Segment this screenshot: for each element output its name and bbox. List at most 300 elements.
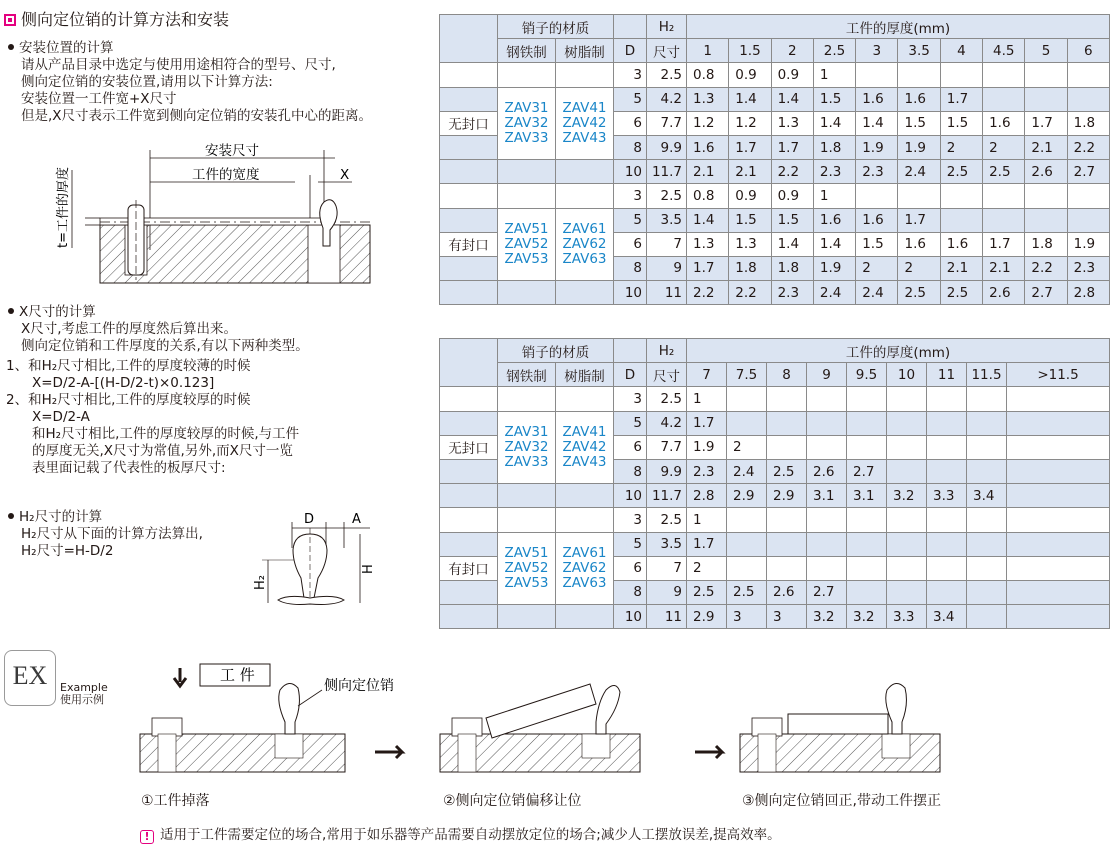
header-material: 销子的材质 bbox=[498, 339, 614, 363]
group-label-cell bbox=[440, 135, 498, 159]
table-row bbox=[440, 411, 1110, 435]
x-dimension-table-2 bbox=[439, 338, 1110, 629]
text-line: H₂尺寸=H-D/2 bbox=[21, 543, 114, 559]
thickness-col: >11.5 bbox=[1007, 363, 1110, 387]
table-row bbox=[440, 605, 1110, 629]
exclamation-icon: ! bbox=[140, 830, 154, 844]
thickness-col: 2 bbox=[771, 39, 813, 63]
resin-cell bbox=[556, 184, 614, 208]
x-value-cell bbox=[767, 556, 807, 580]
d-cell: 8 bbox=[614, 256, 647, 280]
resin-cell bbox=[556, 63, 614, 87]
text-line: 的厚度无关,X尺寸为常值,另外,而X尺寸一览 bbox=[32, 443, 293, 459]
x-value-cell bbox=[887, 508, 927, 532]
x-value-cell bbox=[1007, 605, 1110, 629]
d-cell: 5 bbox=[614, 411, 647, 435]
x-value-cell: 1.6 bbox=[898, 87, 940, 111]
d-cell: 6 bbox=[614, 232, 647, 256]
x-value-cell: 2.4 bbox=[856, 281, 898, 305]
x-value-cell: 1.8 bbox=[1067, 111, 1109, 135]
x-value-cell bbox=[847, 580, 887, 604]
x-value-cell: 2.5 bbox=[767, 459, 807, 483]
d-cell: 5 bbox=[614, 532, 647, 556]
header-steel: 钢铁制 bbox=[498, 39, 556, 63]
bullet-icon bbox=[8, 513, 14, 519]
table-row bbox=[440, 184, 1110, 208]
x-value-cell bbox=[898, 184, 940, 208]
x-value-cell bbox=[927, 411, 967, 435]
x-value-cell bbox=[727, 556, 767, 580]
usage-note: ! 适用于工件需要定位的场合,常用于如乐器等产品需要自动摆放定位的场合;减少人工摆放误差,提高效率。 bbox=[140, 823, 781, 844]
group-label-cell bbox=[440, 63, 498, 87]
x-value-cell: 1.4 bbox=[771, 232, 813, 256]
x-value-cell: 1.6 bbox=[983, 111, 1025, 135]
x-value-cell: 1.7 bbox=[771, 135, 813, 159]
x-value-cell bbox=[807, 435, 847, 459]
x-value-cell bbox=[927, 459, 967, 483]
group-label-cell bbox=[440, 411, 498, 435]
group-label-cell bbox=[440, 256, 498, 280]
steel-cell bbox=[498, 605, 556, 629]
model-code: ZAV51 bbox=[504, 544, 549, 561]
x-value-cell bbox=[927, 387, 967, 411]
step-3-caption: ③侧向定位销回正,带动工件摆正 bbox=[742, 793, 942, 809]
x-value-cell: 2 bbox=[856, 256, 898, 280]
x-value-cell: 3.4 bbox=[967, 484, 1007, 508]
d-cell: 6 bbox=[614, 111, 647, 135]
h2-cell: 7.7 bbox=[647, 435, 687, 459]
x-value-cell: 0.9 bbox=[771, 63, 813, 87]
model-code: ZAV31 bbox=[504, 99, 549, 116]
d-cell: 3 bbox=[614, 508, 647, 532]
x-value-cell: 3.2 bbox=[807, 605, 847, 629]
x-value-cell: 1 bbox=[813, 184, 855, 208]
model-code: ZAV32 bbox=[504, 114, 549, 131]
x-value-cell bbox=[767, 532, 807, 556]
x-value-cell bbox=[807, 411, 847, 435]
x-value-cell: 1.9 bbox=[856, 135, 898, 159]
resin-cell bbox=[556, 484, 614, 508]
d-cell: 3 bbox=[614, 387, 647, 411]
x-value-cell bbox=[847, 387, 887, 411]
x-value-cell bbox=[847, 411, 887, 435]
model-code: ZAV32 bbox=[504, 438, 549, 455]
section-heading: 安装位置的计算 bbox=[19, 40, 114, 56]
x-value-cell bbox=[967, 435, 1007, 459]
x-value-cell: 2.5 bbox=[940, 281, 982, 305]
x-value-cell bbox=[856, 184, 898, 208]
x-value-cell bbox=[1067, 184, 1109, 208]
group-label-cell bbox=[440, 87, 498, 111]
x-value-cell bbox=[727, 508, 767, 532]
h2-cell: 7.7 bbox=[647, 111, 687, 135]
header-resin: 树脂制 bbox=[556, 39, 614, 63]
section-h2-calc bbox=[6, 509, 203, 560]
x-value-cell: 2.8 bbox=[1067, 281, 1109, 305]
x-value-cell: 2.5 bbox=[983, 160, 1025, 184]
x-value-cell bbox=[1007, 435, 1110, 459]
x-value-cell bbox=[1007, 508, 1110, 532]
header-material: 销子的材质 bbox=[498, 15, 614, 39]
model-code: ZAV62 bbox=[562, 559, 607, 576]
text-line: X尺寸,考虑工件的厚度然后算出来。 bbox=[21, 321, 238, 337]
x-value-cell: 3.1 bbox=[807, 484, 847, 508]
x-value-cell bbox=[887, 387, 927, 411]
x-value-cell: 2.3 bbox=[813, 160, 855, 184]
x-value-cell: 1.9 bbox=[813, 256, 855, 280]
x-value-cell bbox=[767, 387, 807, 411]
group-label-cell: 无封口 bbox=[440, 435, 498, 459]
header-h2: H₂ bbox=[647, 15, 687, 39]
install-position-diagram bbox=[40, 130, 385, 290]
title-marker-icon bbox=[4, 14, 16, 26]
x-value-cell: 2.6 bbox=[767, 580, 807, 604]
x-value-cell: 1.3 bbox=[687, 232, 729, 256]
step-1-illustration bbox=[140, 664, 394, 772]
x-value-cell bbox=[927, 532, 967, 556]
model-code: ZAV31 bbox=[504, 423, 549, 440]
x-value-cell bbox=[1067, 63, 1109, 87]
x-value-cell: 3.3 bbox=[887, 605, 927, 629]
x-value-cell: 1.5 bbox=[771, 208, 813, 232]
model-code: ZAV42 bbox=[562, 114, 607, 131]
h2-cell: 7 bbox=[647, 232, 687, 256]
x-value-cell bbox=[967, 580, 1007, 604]
x-value-cell: 1.5 bbox=[898, 111, 940, 135]
x-value-cell: 2.7 bbox=[1067, 160, 1109, 184]
model-code: ZAV41 bbox=[562, 423, 607, 440]
group-label-cell bbox=[440, 605, 498, 629]
model-code: ZAV43 bbox=[562, 453, 607, 470]
h2-cell: 9.9 bbox=[647, 459, 687, 483]
steel-cell bbox=[498, 160, 556, 184]
case-1-heading: 1、和H₂尺寸相比,工件的厚度较薄的时候 bbox=[6, 358, 251, 374]
x-value-cell: 1.2 bbox=[729, 111, 771, 135]
thickness-col: 4.5 bbox=[983, 39, 1025, 63]
model-code: ZAV52 bbox=[504, 235, 549, 252]
group-label-cell bbox=[440, 281, 498, 305]
resin-models-cell bbox=[556, 411, 614, 484]
text-line: 侧向定位销的安装位置,请用以下计算方法: bbox=[21, 74, 273, 90]
step-3-illustration bbox=[740, 683, 940, 772]
table-row bbox=[440, 160, 1110, 184]
thickness-col: 6 bbox=[1067, 39, 1109, 63]
thickness-col: 7.5 bbox=[727, 363, 767, 387]
d-cell: 5 bbox=[614, 208, 647, 232]
x-value-cell bbox=[727, 532, 767, 556]
x-value-cell: 2.1 bbox=[940, 256, 982, 280]
d-cell: 6 bbox=[614, 556, 647, 580]
x-value-cell: 2.7 bbox=[807, 580, 847, 604]
x-value-cell bbox=[1007, 556, 1110, 580]
x-value-cell: 0.9 bbox=[729, 63, 771, 87]
steel-cell bbox=[498, 508, 556, 532]
group-label-cell bbox=[440, 387, 498, 411]
steel-cell bbox=[498, 281, 556, 305]
x-value-cell: 2 bbox=[687, 556, 727, 580]
x-value-cell: 2 bbox=[727, 435, 767, 459]
model-code: ZAV53 bbox=[504, 574, 549, 591]
text-line: 但是,X尺寸表示工件宽到侧向定位销的安装孔中心的距离。 bbox=[21, 108, 373, 124]
x-value-cell: 2.2 bbox=[729, 281, 771, 305]
d-cell: 8 bbox=[614, 135, 647, 159]
x-value-cell bbox=[967, 605, 1007, 629]
model-code: ZAV33 bbox=[504, 453, 549, 470]
d-cell: 3 bbox=[614, 184, 647, 208]
x-value-cell bbox=[1025, 208, 1067, 232]
x-value-cell: 1.7 bbox=[687, 256, 729, 280]
x-value-cell: 2.7 bbox=[847, 459, 887, 483]
model-code: ZAV63 bbox=[562, 574, 607, 591]
group-label-cell bbox=[440, 459, 498, 483]
x-value-cell bbox=[983, 87, 1025, 111]
x-value-cell: 1.2 bbox=[687, 111, 729, 135]
thickness-col: 3.5 bbox=[898, 39, 940, 63]
x-value-cell: 1.9 bbox=[687, 435, 727, 459]
section-install bbox=[6, 40, 372, 125]
x-value-cell bbox=[967, 459, 1007, 483]
x-value-cell: 1.3 bbox=[771, 111, 813, 135]
section-x-calc bbox=[6, 304, 309, 477]
group-label-cell bbox=[440, 580, 498, 604]
page-title: 侧向定位销的计算方法和安装 bbox=[4, 10, 229, 30]
d-label: D bbox=[304, 512, 315, 527]
x-value-cell bbox=[847, 556, 887, 580]
model-code: ZAV41 bbox=[562, 99, 607, 116]
x-value-cell: 1 bbox=[687, 387, 727, 411]
x-value-cell: 2.3 bbox=[856, 160, 898, 184]
h2-cell: 2.5 bbox=[647, 63, 687, 87]
x-value-cell: 1.6 bbox=[687, 135, 729, 159]
bullet-icon bbox=[8, 44, 14, 50]
x-value-cell: 2.3 bbox=[1067, 256, 1109, 280]
h2-cell: 3.5 bbox=[647, 532, 687, 556]
h2-cell: 7 bbox=[647, 556, 687, 580]
x-value-cell bbox=[1067, 208, 1109, 232]
x-value-cell: 1.5 bbox=[940, 111, 982, 135]
group-label-cell bbox=[440, 184, 498, 208]
x-value-cell: 2.2 bbox=[1025, 256, 1067, 280]
steel-models-cell bbox=[498, 87, 556, 160]
model-code: ZAV42 bbox=[562, 438, 607, 455]
x-value-cell bbox=[887, 459, 927, 483]
section-heading: H₂尺寸的计算 bbox=[19, 509, 103, 525]
x-value-cell: 1.7 bbox=[940, 87, 982, 111]
d-cell: 10 bbox=[614, 484, 647, 508]
x-value-cell: 2.4 bbox=[898, 160, 940, 184]
d-cell: 10 bbox=[614, 605, 647, 629]
thickness-col: 11.5 bbox=[967, 363, 1007, 387]
header-h2: H₂ bbox=[647, 339, 687, 363]
resin-cell bbox=[556, 508, 614, 532]
example-sequence-diagram bbox=[130, 660, 980, 780]
table-row bbox=[440, 63, 1110, 87]
thickness-col: 5 bbox=[1025, 39, 1067, 63]
d-cell: 10 bbox=[614, 160, 647, 184]
x-value-cell bbox=[1025, 184, 1067, 208]
thickness-col: 9 bbox=[807, 363, 847, 387]
pin-callout-label: 侧向定位销 bbox=[324, 678, 394, 694]
resin-cell bbox=[556, 605, 614, 629]
h2-cell: 11 bbox=[647, 605, 687, 629]
x-value-cell bbox=[1007, 411, 1110, 435]
x-value-cell: 1.7 bbox=[687, 532, 727, 556]
x-value-cell bbox=[927, 435, 967, 459]
x-value-cell: 1.4 bbox=[813, 232, 855, 256]
x-value-cell: 0.8 bbox=[687, 184, 729, 208]
thickness-col: 9.5 bbox=[847, 363, 887, 387]
x-value-cell: 2.6 bbox=[1025, 160, 1067, 184]
x-value-cell: 1.9 bbox=[898, 135, 940, 159]
x-value-cell bbox=[1025, 87, 1067, 111]
x-value-cell: 2.3 bbox=[687, 459, 727, 483]
d-cell: 8 bbox=[614, 580, 647, 604]
table-row bbox=[440, 87, 1110, 111]
h-label: H bbox=[361, 564, 376, 574]
x-value-cell bbox=[983, 184, 1025, 208]
x-value-cell: 1 bbox=[687, 508, 727, 532]
x-value-cell: 2.2 bbox=[687, 281, 729, 305]
x-value-cell: 1.8 bbox=[813, 135, 855, 159]
text-line: 和H₂尺寸相比,工件的厚度较厚的时候,与工件 bbox=[32, 426, 300, 442]
resin-models-cell bbox=[556, 532, 614, 605]
x-value-cell: 3.3 bbox=[927, 484, 967, 508]
table-row bbox=[440, 532, 1110, 556]
x-value-cell bbox=[807, 532, 847, 556]
x-value-cell bbox=[1007, 484, 1110, 508]
resin-models-cell bbox=[556, 87, 614, 160]
x-value-cell: 2.6 bbox=[983, 281, 1025, 305]
x-value-cell: 1.6 bbox=[856, 87, 898, 111]
model-code: ZAV51 bbox=[504, 220, 549, 237]
h2-cell: 4.2 bbox=[647, 411, 687, 435]
x-value-cell bbox=[847, 508, 887, 532]
h2-cell: 9 bbox=[647, 580, 687, 604]
model-code: ZAV61 bbox=[562, 220, 607, 237]
h2-cell: 2.5 bbox=[647, 184, 687, 208]
x-value-cell: 3.2 bbox=[887, 484, 927, 508]
x-value-cell: 1.6 bbox=[856, 208, 898, 232]
group-label-cell bbox=[440, 532, 498, 556]
x-value-cell: 1.4 bbox=[729, 87, 771, 111]
step-2-illustration bbox=[440, 684, 640, 772]
x-value-cell bbox=[983, 208, 1025, 232]
header-h2-size: 尺寸 bbox=[647, 39, 687, 63]
x-value-cell bbox=[940, 63, 982, 87]
case-1-formula: X=D/2-A-[(H-D/2-t)×0.123] bbox=[32, 375, 215, 391]
x-value-cell: 1.5 bbox=[856, 232, 898, 256]
d-cell: 8 bbox=[614, 459, 647, 483]
x-value-cell bbox=[967, 508, 1007, 532]
x-value-cell: 1.5 bbox=[813, 87, 855, 111]
x-value-cell: 3 bbox=[727, 605, 767, 629]
x-value-cell: 2.3 bbox=[771, 281, 813, 305]
steel-cell bbox=[498, 484, 556, 508]
x-value-cell bbox=[967, 411, 1007, 435]
step-1-caption: ①工件掉落 bbox=[141, 793, 210, 809]
group-label-cell bbox=[440, 508, 498, 532]
case-2-heading: 2、和H₂尺寸相比,工件的厚度较厚的时候 bbox=[6, 392, 251, 408]
x-value-cell: 2 bbox=[983, 135, 1025, 159]
x-value-cell bbox=[940, 208, 982, 232]
x-value-cell bbox=[887, 580, 927, 604]
x-value-cell: 2.8 bbox=[687, 484, 727, 508]
a-label: A bbox=[352, 512, 361, 527]
x-value-cell: 1 bbox=[813, 63, 855, 87]
x-value-cell bbox=[767, 435, 807, 459]
x-value-cell: 1.6 bbox=[940, 232, 982, 256]
header-d: D bbox=[614, 363, 647, 387]
table-row bbox=[440, 281, 1110, 305]
thickness-col: 2.5 bbox=[813, 39, 855, 63]
group-label-cell: 有封口 bbox=[440, 556, 498, 580]
thickness-label: t=工件的厚度 bbox=[56, 167, 71, 248]
d-cell: 10 bbox=[614, 281, 647, 305]
x-value-cell: 1.4 bbox=[856, 111, 898, 135]
x-value-cell: 1.3 bbox=[729, 232, 771, 256]
x-value-cell bbox=[847, 532, 887, 556]
x-value-cell: 2.1 bbox=[983, 256, 1025, 280]
x-value-cell: 2.6 bbox=[807, 459, 847, 483]
x-value-cell: 2.1 bbox=[1025, 135, 1067, 159]
table-row bbox=[440, 208, 1110, 232]
x-value-cell: 1.5 bbox=[729, 208, 771, 232]
x-value-cell: 3.4 bbox=[927, 605, 967, 629]
x-value-cell: 2.2 bbox=[771, 160, 813, 184]
x-value-cell: 1.7 bbox=[983, 232, 1025, 256]
x-value-cell: 1.8 bbox=[771, 256, 813, 280]
x-value-cell: 2.9 bbox=[767, 484, 807, 508]
group-label-cell: 有封口 bbox=[440, 232, 498, 256]
x-value-cell: 2.1 bbox=[729, 160, 771, 184]
h2-cell: 4.2 bbox=[647, 87, 687, 111]
x-value-cell bbox=[940, 184, 982, 208]
work-width-label: 工件的宽度 bbox=[192, 167, 260, 183]
d-cell: 3 bbox=[614, 63, 647, 87]
group-label-cell bbox=[440, 208, 498, 232]
thickness-col: 1 bbox=[687, 39, 729, 63]
x-value-cell bbox=[887, 532, 927, 556]
header-steel: 钢铁制 bbox=[498, 363, 556, 387]
table-row bbox=[440, 387, 1110, 411]
x-value-cell: 2.1 bbox=[687, 160, 729, 184]
h2-cell: 11.7 bbox=[647, 484, 687, 508]
h2-cell: 2.5 bbox=[647, 387, 687, 411]
x-value-cell bbox=[967, 556, 1007, 580]
h2-dimension-diagram bbox=[248, 508, 380, 620]
resin-cell bbox=[556, 387, 614, 411]
example-badge: EX bbox=[4, 650, 56, 706]
header-thickness: 工件的厚度(mm) bbox=[687, 15, 1110, 39]
x-value-cell: 1.4 bbox=[771, 87, 813, 111]
arrow-icon bbox=[375, 746, 402, 758]
header-thickness: 工件的厚度(mm) bbox=[687, 339, 1110, 363]
x-value-cell bbox=[887, 435, 927, 459]
text-line: 侧向定位销和工件厚度的关系,有以下两种类型。 bbox=[21, 338, 309, 354]
steel-models-cell bbox=[498, 208, 556, 281]
x-value-cell: 2.5 bbox=[940, 160, 982, 184]
x-value-cell bbox=[807, 508, 847, 532]
x-value-cell: 2.4 bbox=[813, 281, 855, 305]
model-code: ZAV62 bbox=[562, 235, 607, 252]
x-dimension-table-1 bbox=[439, 14, 1110, 305]
h2-cell: 3.5 bbox=[647, 208, 687, 232]
x-value-cell bbox=[983, 63, 1025, 87]
x-value-cell: 2 bbox=[898, 256, 940, 280]
x-value-cell: 1.6 bbox=[898, 232, 940, 256]
x-value-cell: 1.4 bbox=[813, 111, 855, 135]
steel-models-cell bbox=[498, 532, 556, 605]
